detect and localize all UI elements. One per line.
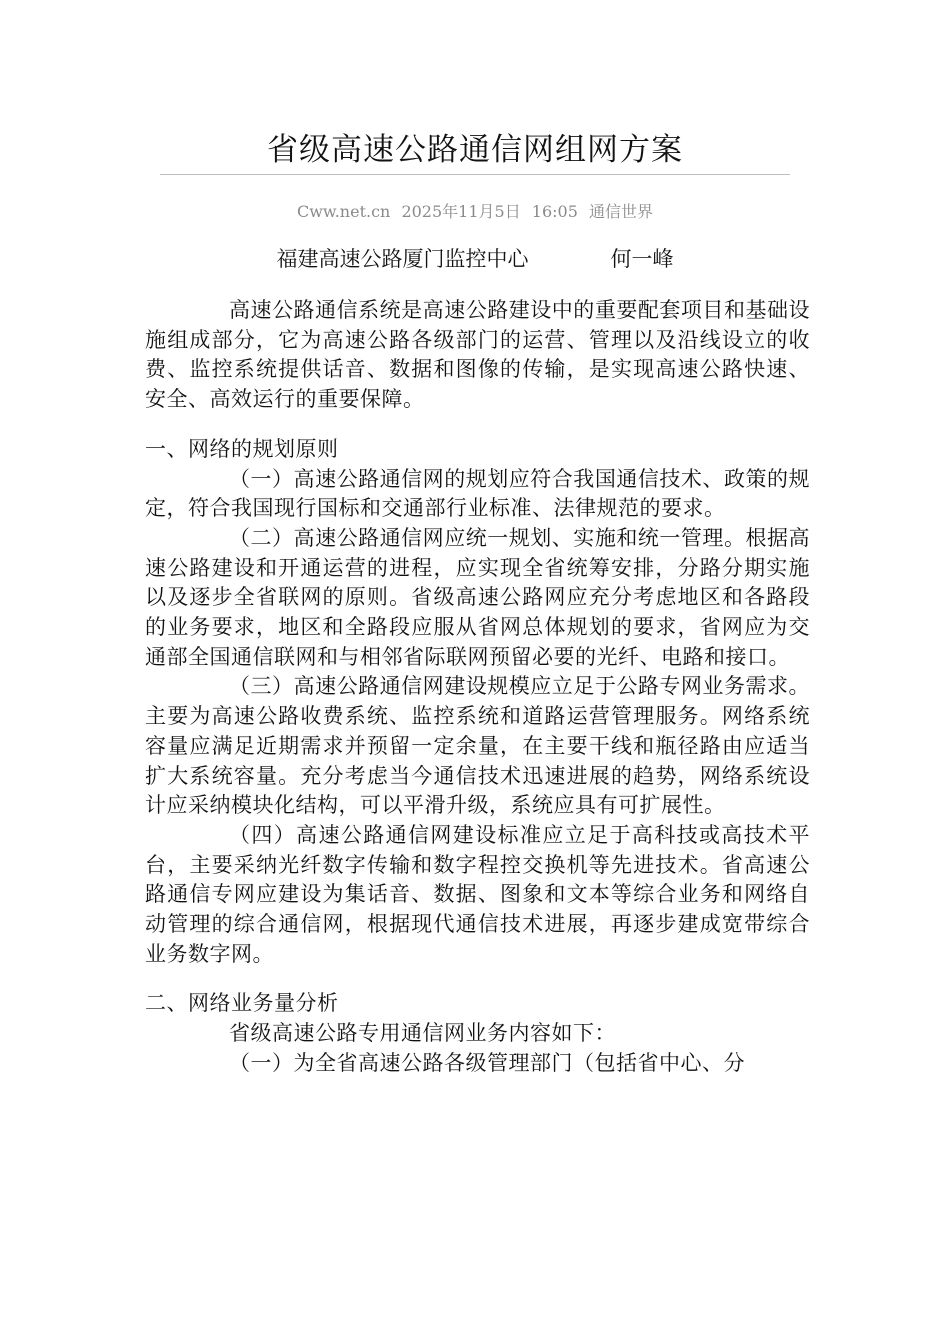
body-paragraph: （二）高速公路通信网应统一规划、实施和统一管理。根据高速公路建设和开通运营的进程，应实现全省统筹安排，分路分期实施以及逐步全省联网的原则。省级高速公路网应充分考虑地区和各路段的业务要求，地区和全路段应服从省网总体规划的要求，省网应为交通部全国通信联网和与相邻省际联网预留必要的光纤、电路和接口。 <box>145 525 810 669</box>
byline-organization: 福建高速公路厦门监控中心 <box>276 247 529 271</box>
body-paragraph: 高速公路通信系统是高速公路建设中的重要配套项目和基础设施组成部分，它为高速公路各级部门的运营、管理以及沿线设立的收费、监控系统提供话音、数据和图像的传输，是实现高速公路快速、安全、高效运行的重要保障。 <box>145 298 810 412</box>
meta-date: 2025年11月5日 <box>401 202 521 221</box>
meta-source: Cww.net.cn <box>296 202 391 221</box>
article-meta <box>160 200 790 224</box>
meta-publisher: 通信世界 <box>589 202 654 221</box>
body-paragraph: （一）高速公路通信网的规划应符合我国通信技术、政策的规定，符合我国现行国标和交通部行业标准、法律规范的要求。 <box>145 466 810 521</box>
body-paragraph: （一）为全省高速公路各级管理部门（包括省中心、分 <box>229 1050 745 1075</box>
meta-time: 16:05 <box>531 202 578 221</box>
section-heading: 二、网络业务量分析 <box>145 991 339 1016</box>
body-paragraph: （四）高速公路通信网建设标准应立足于高科技或高技术平台，主要采纳光纤数字传输和数字程控交换机等先进技术。省高速公路通信专网应建设为集话音、数据、图象和文本等综合业务和网络自动管理的综合通信网，根据现代通信技术进展，再逐步建成宽带综合业务数字网。 <box>145 822 810 966</box>
body-paragraph: 省级高速公路专用通信网业务内容如下： <box>229 1021 616 1046</box>
byline-author: 何一峰 <box>610 247 674 271</box>
article-body <box>145 296 810 1079</box>
article-byline <box>160 243 790 275</box>
article-title: 省级高速公路通信网组网方案 <box>267 132 683 168</box>
title-divider <box>160 174 790 175</box>
section-heading: 一、网络的规划原则 <box>145 436 339 461</box>
body-paragraph: （三）高速公路通信网建设规模应立足于公路专网业务需求。主要为高速公路收费系统、监控系统和道路运营管理服务。网络系统容量应满足近期需求并预留一定余量，在主要干线和瓶径路由应适当扩大系统容量。充分考虑当今通信技术迅速进展的趋势，网络系统设计应采纳模块化结构，可以平滑升级，系统应具有可扩展性。 <box>145 674 810 818</box>
